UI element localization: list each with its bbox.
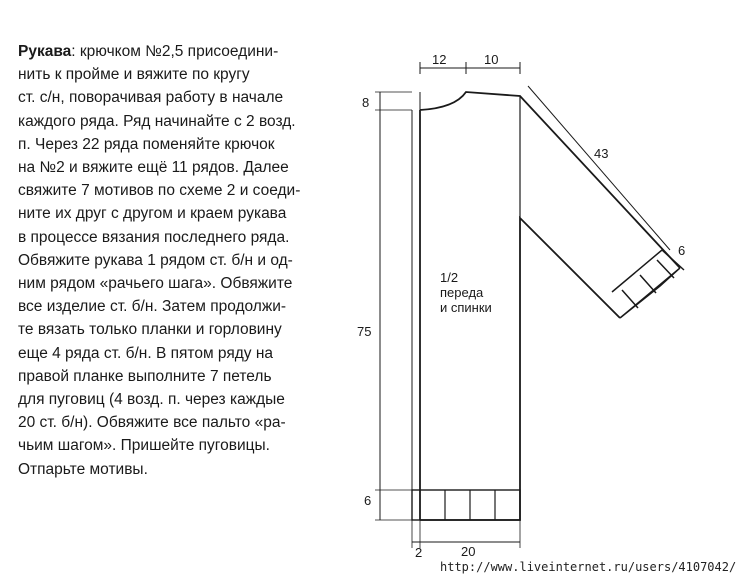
instructions-line: в процессе вязания последнего ряда. (18, 228, 290, 246)
instructions-line: п. Через 22 ряда поменяйте крючок (18, 135, 275, 153)
hem-band (412, 490, 520, 520)
dim-placket-width: 2 (415, 545, 423, 560)
panel-label-back: и спинки (440, 300, 492, 315)
instructions-first-line: Рукава: крючком №2,5 присоедини- (18, 43, 279, 60)
dim-cuff-height: 6 (678, 243, 686, 258)
instructions-line: правой планке выполните 7 петель (18, 367, 272, 385)
dim-hem-height: 6 (364, 493, 372, 508)
instructions-line: нить к пройме и вяжите по кругу (18, 66, 250, 84)
instructions-line: все изделие ст. б/н. Затем продолжи- (18, 298, 287, 316)
instructions-line: для пуговиц (4 возд. п. через каждые (18, 391, 285, 409)
source-url: http://www.liveinternet.ru/users/4107042/ (440, 560, 736, 574)
dim-body-length: 75 (357, 324, 372, 339)
instructions-line: ст. с/н, поворачивая работу в начале (18, 89, 284, 107)
instructions-line: свяжите 7 мотивов по схеме 2 и соеди- (18, 182, 301, 200)
dim-neck-depth: 8 (362, 95, 370, 110)
sleeve-cuff (620, 260, 680, 318)
panel-label-fraction: 1/2 (440, 270, 459, 285)
sleeve-cuff-edge (612, 250, 684, 292)
instructions-line: ним рядом «рачьего шага». Обвяжите (18, 275, 293, 293)
dim-neck-width: 12 (432, 52, 447, 67)
instructions-line: еще 4 ряда ст. б/н. В пятом ряду на (18, 344, 274, 362)
panel-label-front: переда (440, 285, 484, 300)
instructions-line: на №2 и вяжите ещё 11 рядов. Далее (18, 159, 289, 177)
instructions-line: те вязать только планки и горловину (18, 321, 282, 339)
instructions-line: чьим шагом». Пришейте пуговицы. (18, 437, 270, 455)
instructions-line: ните их друг с другом и краем рукава (18, 205, 287, 223)
instructions-line: Обвяжите рукава 1 рядом ст. б/н и од- (18, 251, 293, 269)
dim-half-width: 20 (461, 544, 476, 559)
dim-shoulder-width: 10 (484, 52, 499, 67)
instructions-line: Отпарьте мотивы. (18, 460, 148, 478)
instructions-heading: Рукава (18, 43, 72, 60)
instructions-line: 20 ст. б/н). Обвяжите все пальто «ра- (18, 414, 286, 432)
instructions-line: каждого ряда. Ряд начинайте с 2 возд. (18, 112, 296, 130)
dim-sleeve-length: 43 (594, 146, 609, 161)
dim-line-sleeve (528, 86, 670, 250)
